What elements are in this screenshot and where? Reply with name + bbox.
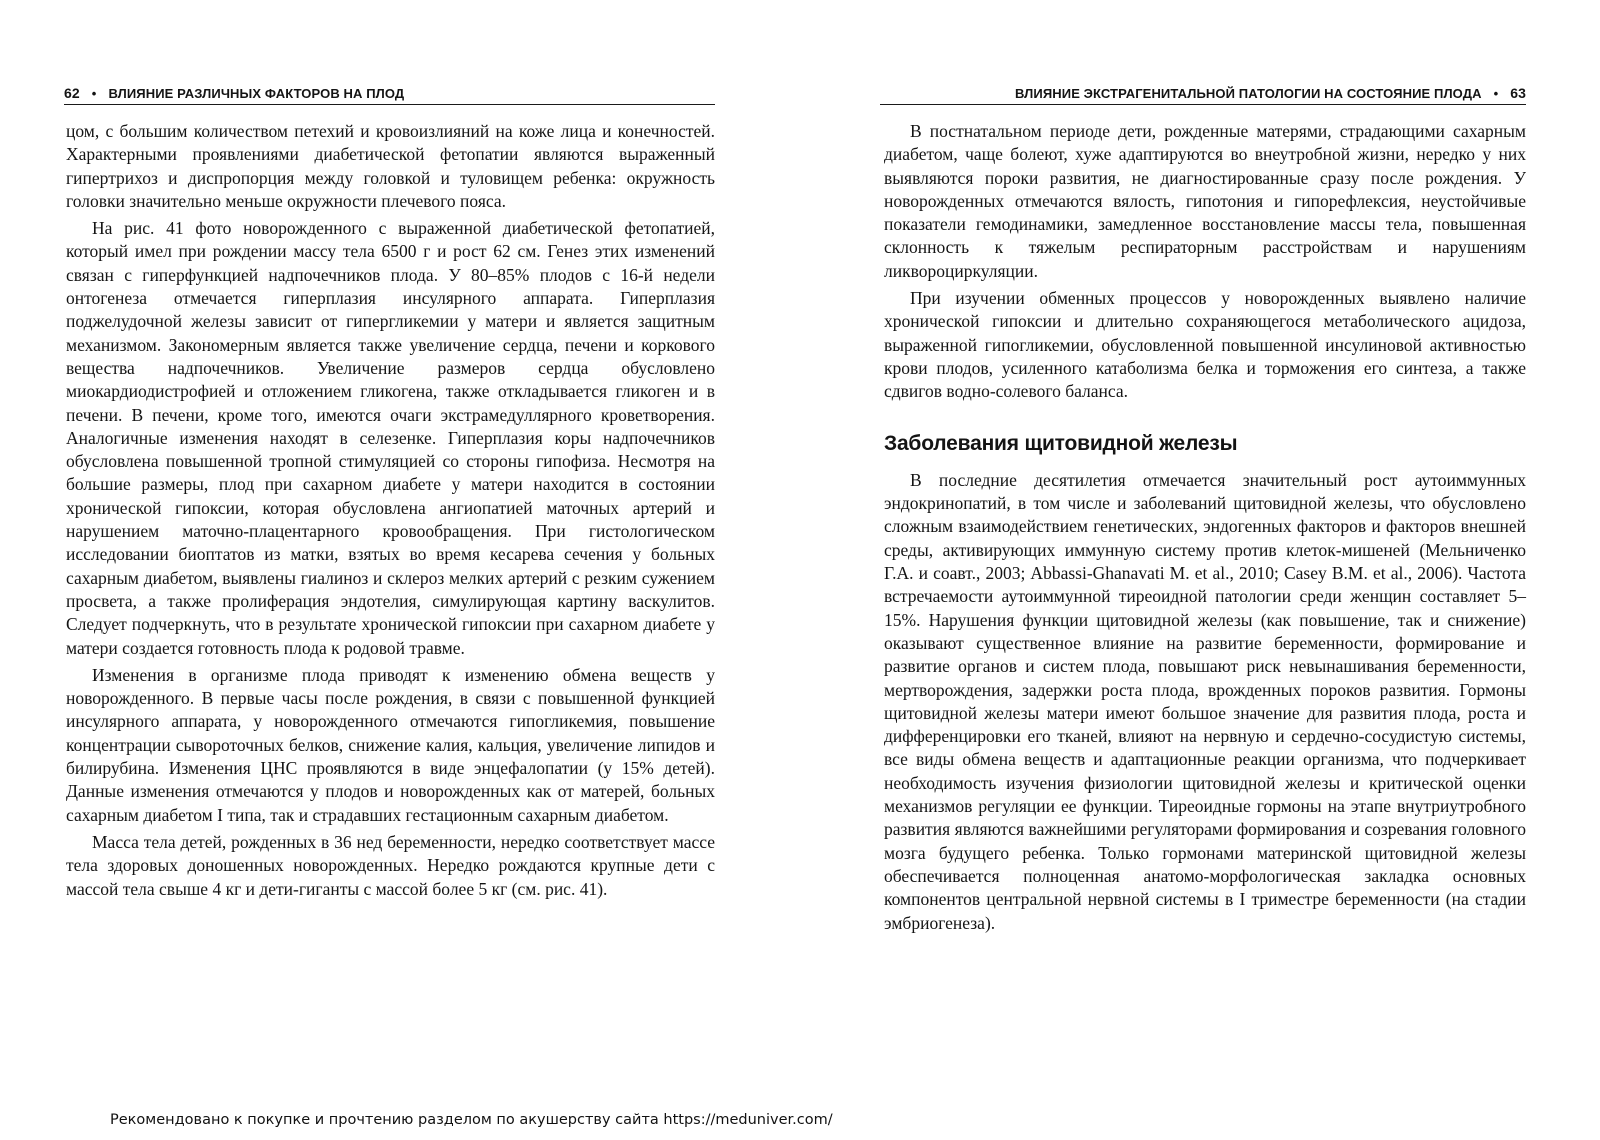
bullet-separator: • [1493,85,1499,101]
running-head-title-left: ВЛИЯНИЕ РАЗЛИЧНЫХ ФАКТОРОВ НА ПЛОД [108,85,405,101]
page-number-left: 62 [64,85,80,101]
body-text-left [66,120,715,905]
running-head-left [64,82,715,105]
paragraph: Изменения в организме плода приводят к изменению обмена веществ у новорожденного. В первые часы после рождения, в связи с повышенной функцией инсулярного аппарата, у новорожденного отмечаются гипогликемия, повышение концентрации сывороточных белков, снижение калия, кальция, увеличение липидов и билирубина. Изменения ЦНС проявляются в виде энцефалопатии (у 15% детей). Данные изменения отмечаются у плодов и новорожденных как от матерей, больных сахарным диабетом I типа, так и страдавших гестационным сахарным диабетом. [66,664,715,825]
paragraph: На рис. 41 фото новорожденного с выраженной диабетической фетопатией, который имел при рождении массу тела 6500 г и рост 62 см. Генез этих изменений связан с гиперфункцией надпочечников плода. У 80–85% плодов с 16-й недели онтогенеза отмечается гиперплазия инсулярного аппарата. Гиперплазия поджелудочной железы зависит от гипергликемии у матери и является защитным механизмом. Закономерным является также увеличение сердца, печени и коркового вещества надпочечников. Увеличение размеров сердца обусловлено миокардиодистрофией и отложением гликогена, также откладывается гликоген и в печени. В печени, кроме того, имеются очаги экстрамедуллярного кроветворения. Аналогичные изменения находят в селезенке. Гиперплазия коры надпочечников обусловлена повышенной тропной стимуляцией со стороны гипофиза. Несмотря на большие размеры, плод при сахарном диабете у матери находится в состоянии хронической гипоксии, которая обусловлена ангиопатией маточных артерий и нарушением маточно-плацентарного кровообращения. При гистологическом исследовании биоптатов из матки, взятых во время кесарева сечения у больных сахарным диабетом, выявлены гиалиноз и склероз мелких артерий с резким сужением просвета, а также пролиферация эндотелия, симулирующая картину васкулитов. Следует подчеркнуть, что в результате хронической гипоксии при сахарном диабете у матери создается готовность плода к родовой травме. [66,218,715,658]
paragraph: цом, с большим количеством петехий и кровоизлияний на коже лица и конечностей. Характерными проявлениями диабетической фетопатии являются выраженный гипертрихоз и диспропорция между головкой и туловищем ребенка: окружность головки значительно меньше окружности плечевого пояса. [66,121,715,211]
paragraph: При изучении обменных процессов у новорожденных выявлено наличие хронической гипоксии и длительно сохраняющегося метаболического ацидоза, выраженной гипогликемии, обусловленной повышенной инсулиновой активностью крови плодов, усиленного катаболизма белка и торможения его синтеза, а также сдвигов водно-солевого баланса. [884,288,1526,402]
running-head-title-right: ВЛИЯНИЕ ЭКСТРАГЕНИТАЛЬНОЙ ПАТОЛОГИИ НА СОСТОЯНИЕ ПЛОДА [1014,85,1482,101]
right-page [800,0,1600,1140]
paragraph: В последние десятилетия отмечается значительный рост аутоиммунных эндокринопатий, в том числе и заболеваний щитовидной железы, что обусловлено сложным взаимодействием генетических, эндогенных факторов и факторов внешней среды, активирующих иммунную систему против клеток-мишеней (Мельниченко Г.А. и соавт., 2003; Abbassi-Ghanavati M. et al., 2010; Casey B.M. et al., 2006). Частота встречаемости аутоиммунной тиреоидной патологии среди женщин составляет 5–15%. Нарушения функции щитовидной железы (как повышение, так и снижение) оказывают существенное влияние на развитие беременности, формирование и развитие органов и систем плода, повышают риск невынашивания беременности, мертворождения, задержки роста плода, врожденных пороков развития. Гормоны щитовидной железы матери имеют большое значение для развития плода, роста и дифференцировки его тканей, влияют на нервную и сердечно-сосудистую системы, все виды обмена веществ и адаптационные реакции организма, что подчеркивает необходимость изучения физиологии щитовидной железы и критической оценки механизмов регуляции ее функции. Тиреоидные гормоны на этапе внутриутробного развития являются важнейшими регуляторами формирования и созревания головного мозга будущего ребенка. Только гормонами материнской щитовидной железы обеспечивается полноценная анатомо-морфологическая закладка основных компонентов центральной нервной системы в I триместре беременности (на стадии эмбриогенеза). [884,469,1526,933]
running-head-right [880,82,1526,105]
section-heading: Заболевания щитовидной железы [884,431,1238,455]
page-number-right: 63 [1510,85,1526,101]
footer-recommendation: Рекомендовано к покупке и прочтению разделом по акушерству сайта https://meduniver.com/ [110,1112,833,1128]
paragraph: В постнатальном периоде дети, рожденные матерями, страдающими сахарным диабетом, чаще болеют, хуже адаптируются во внеутробной жизни, нередко у них выявляются пороки развития, не диагностированные сразу после рождения. У новорожденных отмечаются вялость, гипотония и гипорефлексия, неустойчивые показатели гемодинамики, замедленное восстановление массы тела, повышенная склонность к тяжелым респираторным расстройствам и нарушениям ликвороциркуляции. [884,121,1526,281]
body-text-right [884,120,1526,939]
bullet-separator: • [91,85,97,101]
paragraph: Масса тела детей, рожденных в 36 нед беременности, нередко соответствует массе тела здоровых доношенных новорожденных. Нередко рождаются крупные дети с массой тела свыше 4 кг и дети-гиганты с массой более 5 кг (см. рис. 41). [66,831,715,899]
